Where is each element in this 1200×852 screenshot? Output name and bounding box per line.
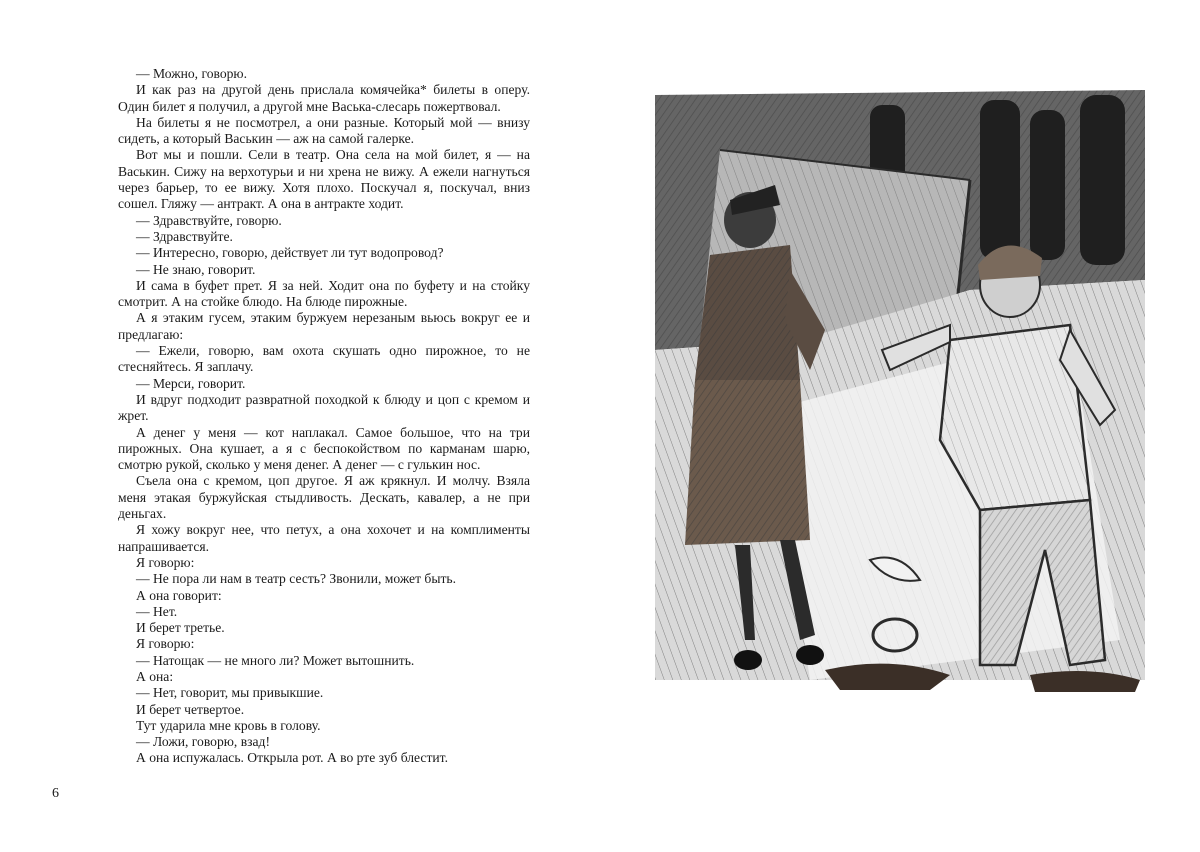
paragraph: И сама в буфет прет. Я за ней. Ходит она по буфету и на стойку смотрит. А на стойке блюдо. На блюде пирожные. (118, 277, 530, 310)
paragraph: А она испужалась. Открыла рот. А во рте зуб блестит. (136, 750, 448, 766)
paragraph: — Нет. (136, 603, 178, 619)
paragraph: И как раз на другой день прислала комячейка* билеты в оперу. Один билет я получил, а другой мне Васька-слесарь пожертвовал. (118, 82, 530, 114)
lithograph-illustration (650, 80, 1150, 700)
paragraph: А она говорит: (136, 587, 222, 603)
paragraph: — Ложи, говорю, взад! (136, 734, 270, 750)
paragraph: — Нет, говорит, мы привыкшие. (136, 685, 324, 701)
paragraph: И берет четвертое. (136, 701, 245, 717)
paragraph: А она: (136, 668, 174, 684)
paragraph: — Не пора ли нам в театр сесть? Звонили, может быть. (136, 571, 456, 587)
paragraph: И вдруг подходит развратной походкой к блюду и цоп с кремом и жрет. (118, 391, 530, 424)
paragraph: А я этаким гусем, этаким буржуем нерезаным вьюсь вокруг ее и предлагаю: (118, 310, 530, 342)
paragraph: — Не знаю, говорит. (136, 261, 256, 277)
paragraph: Съела она с кремом, цоп другое. Я аж крякнул. И молчу. Взяла меня этакая буржуйская стыдливость. Дескать, кавалер, а не при деньгах. (118, 473, 530, 522)
page-number: 6 (52, 786, 59, 801)
story-text (118, 66, 530, 767)
paragraph: — Здравствуйте. (136, 228, 233, 244)
paragraph: Я говорю: (136, 636, 195, 652)
paragraph: А денег у меня — кот наплакал. Самое большое, что на три пирожных. Она кушает, а я с беспокойством по карманам шарю, смотрю рукой, сколько у меня денег. А денег — с гулькин нос. (118, 424, 530, 473)
paragraph: — Ежели, говорю, вам охота скушать одно пирожное, то не стесняйтесь. Я заплачу. (118, 343, 530, 375)
paragraph: — Мерси, говорит. (136, 375, 246, 391)
illustration-drawing (650, 80, 1150, 700)
paragraph: — Натощак — не много ли? Может вытошнить. (136, 652, 415, 668)
paragraph: — Здравствуйте, говорю. (136, 212, 282, 228)
paragraph: Вот мы и пошли. Сели в театр. Она села на мой билет, я — на Васькин. Сижу на верхотурьи и ни хрена не вижу. А ежели нагнуться через барьер, то ее вижу. Хотя плохо. Поскучал я, поскучал, вниз сошел. Гляжу — антракт. А она в антракте ходит. (118, 147, 530, 212)
paragraph: И берет третье. (136, 620, 225, 636)
paragraph: — Интересно, говорю, действует ли тут водопровод? (136, 245, 444, 261)
paragraph: Я говорю: (136, 554, 195, 570)
paragraph: На билеты я не посмотрел, а они разные. Который мой — внизу сидеть, а который Васькин — аж на самой галерке. (118, 114, 530, 147)
paragraph: — Можно, говорю. (136, 66, 247, 81)
paragraph: Я хожу вокруг нее, что петух, а она хохочет и на комплименты напрашивается. (118, 522, 530, 554)
paragraph: Тут ударила мне кровь в голову. (136, 717, 321, 733)
